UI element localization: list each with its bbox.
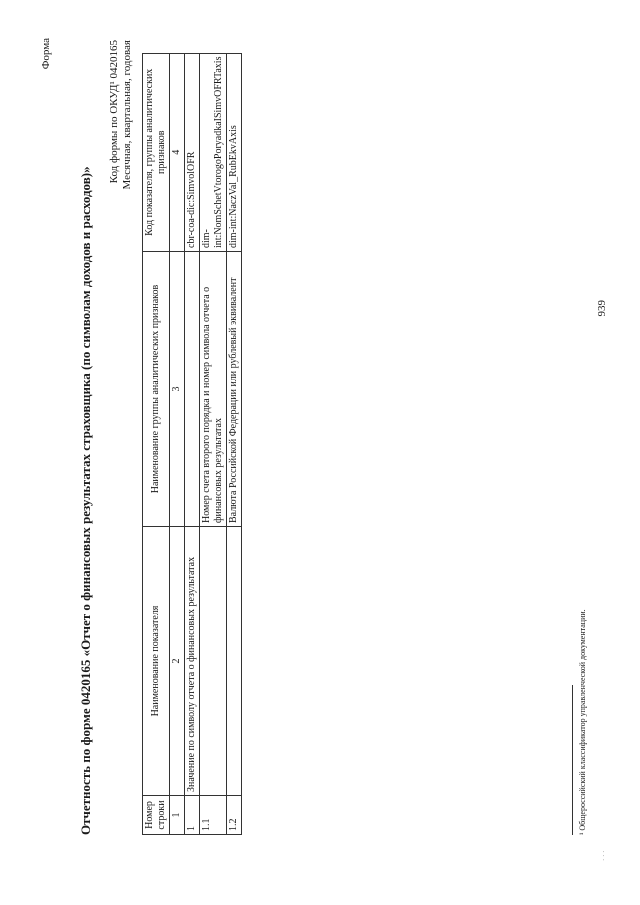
header-group-name: Наименование группы аналитических признаков: [143, 252, 170, 527]
footnote-divider: [572, 685, 573, 835]
periodicity: Месячная, квартальная, годовая: [121, 40, 133, 190]
header-indicator-name: Наименование показателя: [143, 527, 170, 796]
page-number: 939: [596, 300, 608, 317]
footnote: ¹ Общероссийский классификатор управленческой документации.: [578, 609, 587, 835]
table-row: [200, 53, 227, 834]
row-number: 1: [185, 796, 200, 835]
header-row-number: Номер строки: [143, 796, 170, 835]
row-code: cbr-coa-dic:SimvolOFR: [185, 53, 200, 251]
col-number: 3: [170, 252, 185, 527]
scan-mark: · · ·: [600, 850, 608, 861]
row-group-name: Валюта Российской Федерации или рублевый эквивалент: [227, 252, 242, 527]
table-row: [227, 53, 242, 834]
row-group-name: [185, 252, 200, 527]
row-number: 1.2: [227, 796, 242, 835]
col-number: 2: [170, 527, 185, 796]
header-code: Код показателя, группы аналитических признаков: [143, 53, 170, 251]
row-indicator-name: Значение по символу отчета о финансовых результатах: [185, 527, 200, 796]
row-indicator-name: [227, 527, 242, 796]
table-row: [185, 53, 200, 834]
form-label: Форма: [40, 38, 52, 70]
column-number-row: [170, 53, 185, 834]
row-number: 1.1: [200, 796, 227, 835]
indicators-table: [142, 53, 242, 835]
page-title: Отчетность по форме 0420165 «Отчет о финансовых результатах страховщика (по символам доходов и расходов)»: [78, 166, 93, 835]
okud-code: Код формы по ОКУД¹ 0420165: [108, 40, 120, 184]
row-code: dim-int:NaczVal_RubEkvAxis: [227, 53, 242, 251]
table-header-row: [143, 53, 170, 834]
row-indicator-name: [200, 527, 227, 796]
row-code: dim-int:NomSchetVtorogoPoryadkaISimvOFRTaxis: [200, 53, 227, 251]
col-number: 1: [170, 796, 185, 835]
okud-block: [108, 40, 134, 190]
col-number: 4: [170, 53, 185, 251]
row-group-name: Номер счета второго порядка и номер символа отчета о финансовых результатах: [200, 252, 227, 527]
